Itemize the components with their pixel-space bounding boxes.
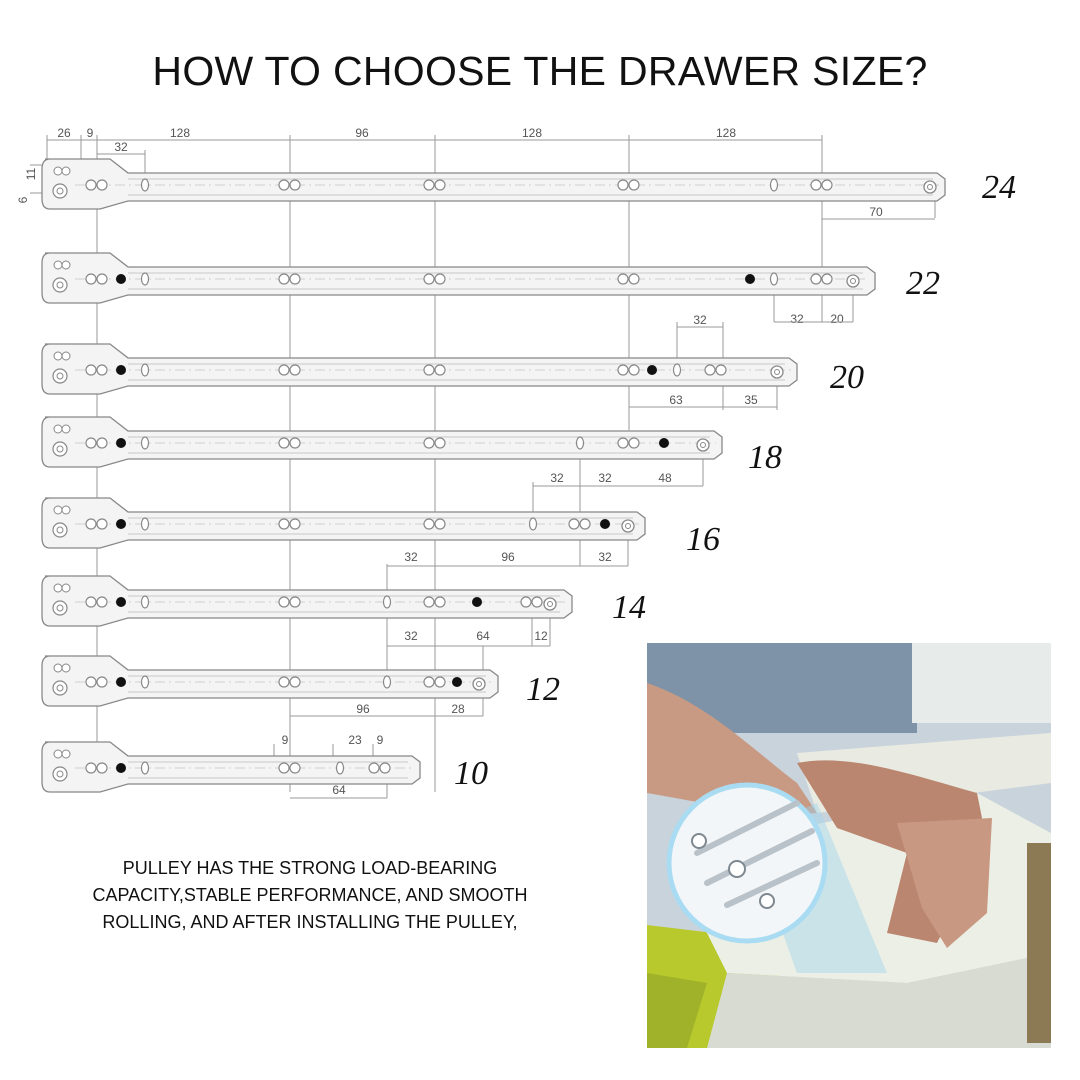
size-label-20: 20 [830, 359, 864, 396]
rail-16-end-wheel [622, 520, 634, 532]
rail-20-slot [142, 364, 149, 376]
rail-12-screw-hole [279, 677, 289, 687]
dim-top-96: 96 [355, 126, 369, 140]
rail-14-screw-hole [97, 597, 107, 607]
rail-22-screw-hole [618, 274, 628, 284]
size-label-24: 24 [982, 169, 1016, 206]
rail-14-screw-hole [86, 597, 96, 607]
rail-10-screw-hole [97, 763, 107, 773]
rail-20-rivet [647, 365, 657, 375]
rail-22-screw-hole [86, 274, 96, 284]
rail-14-end-wheel [544, 598, 556, 610]
rail-22-slot [771, 273, 778, 285]
rail-16-screw-hole [569, 519, 579, 529]
rail-18-dim-32-b: 32 [598, 471, 612, 485]
rail-18-screw-hole [435, 438, 445, 448]
rail-12-slot [142, 676, 149, 688]
rail-12-rivet [116, 677, 126, 687]
installation-photo [647, 643, 1051, 1048]
rail-18-plate-hole-a [54, 425, 62, 433]
dim-top-128-b: 128 [521, 126, 543, 140]
rail-18-screw-hole [290, 438, 300, 448]
rail-22-rivet [116, 274, 126, 284]
rail-18-screw-hole [97, 438, 107, 448]
dim-left-11: 11 [24, 167, 38, 181]
size-label-10: 10 [454, 755, 488, 792]
rail-14-rivet [116, 597, 126, 607]
rail-22-screw-hole [279, 274, 289, 284]
rail-14-screw-hole [521, 597, 531, 607]
rail-16-screw-hole [580, 519, 590, 529]
rail-14-screw-hole [290, 597, 300, 607]
rail-18-dim-32-a: 32 [550, 471, 564, 485]
rail-14-slot [384, 596, 391, 608]
rail-20-screw-hole [86, 365, 96, 375]
rail-14-screw-hole [532, 597, 542, 607]
rail-16-dim-96: 96 [501, 550, 515, 564]
rail-12-screw-hole [290, 677, 300, 687]
rail-20-plate-hole-b [62, 352, 70, 360]
rail-22-plate-hole-a [54, 261, 62, 269]
rail-12-screw-hole [424, 677, 434, 687]
rail-18-dim-48: 48 [658, 471, 672, 485]
rail-24-screw-hole [86, 180, 96, 190]
rail-22-screw-hole [97, 274, 107, 284]
rail-18-slot [577, 437, 584, 449]
rail-24-screw-hole [424, 180, 434, 190]
dim-left-6: 6 [16, 196, 30, 204]
rail-22-roller [53, 278, 67, 292]
rail-10-screw-hole [290, 763, 300, 773]
rail-12-screw-hole [97, 677, 107, 687]
rail-16-screw-hole [279, 519, 289, 529]
rail-20-dim-35: 35 [744, 393, 758, 407]
rail-10-plate-hole-a [54, 750, 62, 758]
rail-16-screw-hole [86, 519, 96, 529]
rail-18-rivet [116, 438, 126, 448]
rail-10-rivet [116, 763, 126, 773]
rail-20-screw-hole [716, 365, 726, 375]
rail-22-end-wheel [847, 275, 859, 287]
rail-20-screw-hole [629, 365, 639, 375]
rail-20-screw-hole [435, 365, 445, 375]
rail-24-dim-70: 70 [869, 205, 883, 219]
rail-10-screw-hole [279, 763, 289, 773]
rail-14-roller [53, 601, 67, 615]
size-label-22: 22 [906, 265, 940, 302]
rail-14-dim-32: 32 [404, 550, 418, 564]
rail-20-dim-63: 63 [669, 393, 683, 407]
rail-24-screw-hole [290, 180, 300, 190]
rail-16-screw-hole [290, 519, 300, 529]
rail-10-dim-64: 64 [332, 783, 346, 797]
rail-22-slot [142, 273, 149, 285]
rail-10-roller [53, 767, 67, 781]
rail-12-rivet [452, 677, 462, 687]
rail-16-slot [142, 518, 149, 530]
rail-12-slot [384, 676, 391, 688]
rail-14-plate-hole-a [54, 584, 62, 592]
rail-10-dim-9-a: 9 [281, 733, 289, 747]
rail-12-plate-hole-a [54, 664, 62, 672]
size-label-18: 18 [748, 439, 782, 476]
rail-20-plate-hole-a [54, 352, 62, 360]
rail-24-screw-hole [435, 180, 445, 190]
rail-18-screw-hole [279, 438, 289, 448]
rail-12-dim-28: 28 [451, 702, 465, 716]
rail-12-roller [53, 681, 67, 695]
rail-18-plate-hole-b [62, 425, 70, 433]
rail-12-screw-hole [86, 677, 96, 687]
rail-24-plate-hole-b [62, 167, 70, 175]
rail-20-screw-hole [705, 365, 715, 375]
photo-window [912, 643, 1051, 723]
dim-top-128-c: 128 [715, 126, 737, 140]
rail-22-screw-hole [822, 274, 832, 284]
rail-20-end-wheel [771, 366, 783, 378]
rail-24-screw-hole [618, 180, 628, 190]
rail-24-screw-hole [629, 180, 639, 190]
rail-20-slot [674, 364, 681, 376]
rail-22-screw-hole [435, 274, 445, 284]
dim-top-32: 32 [114, 140, 128, 154]
dim-top-26: 26 [57, 126, 71, 140]
rail-16-screw-hole [424, 519, 434, 529]
rail-24-plate-hole-a [54, 167, 62, 175]
rail-24-screw-hole [811, 180, 821, 190]
dim-top-128-a: 128 [169, 126, 191, 140]
rail-16-roller [53, 523, 67, 537]
rail-20-screw-hole [424, 365, 434, 375]
rail-22-screw-hole [811, 274, 821, 284]
rail-10-plate-hole-b [62, 750, 70, 758]
rail-16-rivet [600, 519, 610, 529]
rail-14-plate-hole-b [62, 584, 70, 592]
size-label-14: 14 [612, 589, 646, 626]
rail-18-roller [53, 442, 67, 456]
rail-20-screw-hole [97, 365, 107, 375]
rail-22-screw-hole [424, 274, 434, 284]
rail-16-dim-32: 32 [598, 550, 612, 564]
dim-top-9: 9 [86, 126, 94, 140]
rail-22-dim-20: 20 [830, 312, 844, 326]
rail-10-screw-hole [369, 763, 379, 773]
rail-20-screw-hole [279, 365, 289, 375]
rail-16-plate-hole-b [62, 506, 70, 514]
rail-20-screw-hole [618, 365, 628, 375]
rail-14-rivet [472, 597, 482, 607]
rail-12-dim-64: 64 [476, 629, 490, 643]
rail-12-dim-96: 96 [356, 702, 370, 716]
size-label-16: 16 [686, 521, 720, 558]
rail-20-dim-32: 32 [693, 313, 707, 327]
rail-12-end-wheel [473, 678, 485, 690]
rail-10-slot [142, 762, 149, 774]
rail-10-dim-9-b: 9 [376, 733, 384, 747]
rail-12-plate-hole-b [62, 664, 70, 672]
rail-18-screw-hole [629, 438, 639, 448]
rail-24-screw-hole [822, 180, 832, 190]
rail-12-screw-hole [435, 677, 445, 687]
rail-16-screw-hole [435, 519, 445, 529]
rail-14-screw-hole [435, 597, 445, 607]
rail-10-dim-23: 23 [348, 733, 362, 747]
rail-20-roller [53, 369, 67, 383]
rail-16-rivet [116, 519, 126, 529]
rail-24 [42, 159, 945, 209]
rail-24-slot [771, 179, 778, 191]
rail-24-roller [53, 184, 67, 198]
rail-24-end-wheel [924, 181, 936, 193]
rail-12-dim-32: 32 [404, 629, 418, 643]
pulley-description: PULLEY HAS THE STRONG LOAD-BEARING CAPACITY,STABLE PERFORMANCE, AND SMOOTH ROLLING, AND AFTER INSTALLING THE PULLEY, [92, 858, 528, 932]
rail-10-screw-hole [86, 763, 96, 773]
rail-14-screw-hole [424, 597, 434, 607]
rail-18-screw-hole [86, 438, 96, 448]
rail-18-screw-hole [618, 438, 628, 448]
rail-18-rivet [659, 438, 669, 448]
size-label-12: 12 [526, 671, 560, 708]
rail-16-slot [530, 518, 537, 530]
rail-24-screw-hole [97, 180, 107, 190]
rail-10-slot [337, 762, 344, 774]
rail-22-rivet [745, 274, 755, 284]
rail-14-dim-12: 12 [534, 629, 548, 643]
rail-20-screw-hole [290, 365, 300, 375]
rail-16 [42, 498, 645, 548]
rail-24-slot [142, 179, 149, 191]
rail-18-end-wheel [697, 439, 709, 451]
rail-18-slot [142, 437, 149, 449]
rail-20-rivet [116, 365, 126, 375]
rail-14-screw-hole [279, 597, 289, 607]
rail-18-screw-hole [424, 438, 434, 448]
rail-22-screw-hole [290, 274, 300, 284]
rail-22-screw-hole [629, 274, 639, 284]
rail-14-slot [142, 596, 149, 608]
rail-22-plate-hole-b [62, 261, 70, 269]
rail-20 [42, 344, 797, 394]
page-title: HOW TO CHOOSE THE DRAWER SIZE? [152, 48, 928, 94]
rail-16-plate-hole-a [54, 506, 62, 514]
rail-24-screw-hole [279, 180, 289, 190]
rail-16-screw-hole [97, 519, 107, 529]
rail-22-dim-32: 32 [790, 312, 804, 326]
rail-10-screw-hole [380, 763, 390, 773]
